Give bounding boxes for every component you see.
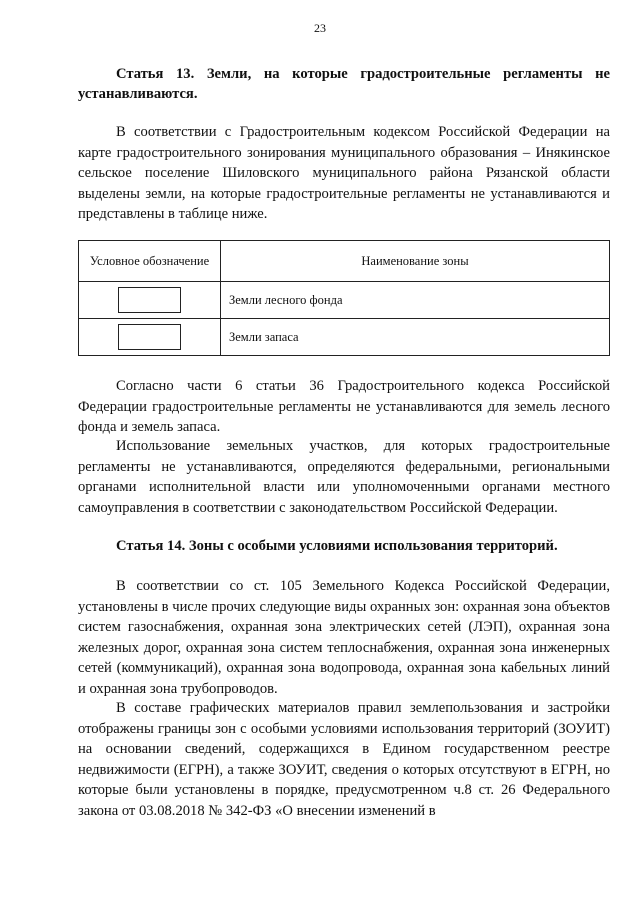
table-row: [79, 282, 610, 319]
zone-name-cell: Земли лесного фонда: [221, 282, 610, 319]
zone-name-cell: Земли запаса: [221, 319, 610, 356]
legend-swatch-forest-fund: [118, 287, 181, 313]
legend-swatch-reserve-lands: [118, 324, 181, 350]
article-14-paragraph-2: В составе графических материалов правил землепользования и застройки отображены границы зон с особыми условиями использования территорий (ЗОУИТ) на основании сведений, содержащихся в Едином государственном реестре недвижимости (ЕГРН), а также ЗОУИТ, сведения о которых отсутствуют в ЕГРН, но которые были установлены в порядке, предусмотренном ч.8 ст. 26 Федерального закона от 03.08.2018 № 342-ФЗ «О внесении изменений в: [78, 700, 610, 819]
table-row: [79, 319, 610, 356]
article-13-heading: Статья 13. Земли, на которые градостроительные регламенты не устанавливаются.: [78, 66, 610, 102]
table-header-symbol: Условное обозначение: [79, 241, 221, 282]
table-header-zone-name: Наименование зоны: [221, 241, 610, 282]
article-13-paragraph-2: Использование земельных участков, для которых градостроительные регламенты не устанавливаются, определяются федеральными, региональными органами исполнительной власти или уполномоченными органами местного самоуправления в соответствии с законодательством Российской Федерации.: [78, 438, 610, 516]
legend-symbol-cell: [79, 282, 221, 319]
article-14-heading: Статья 14. Зоны с особыми условиями использования территорий.: [116, 538, 558, 554]
table-header-row: [79, 241, 610, 282]
zones-table: [78, 240, 610, 356]
legend-symbol-cell: [79, 319, 221, 356]
article-13-paragraph-1: Согласно части 6 статьи 36 Градостроительного кодекса Российской Федерации градостроительные регламенты не устанавливаются для земель лесного фонда и земель запаса.: [78, 378, 610, 435]
page-number: 23: [314, 21, 326, 35]
article-14-paragraph-1: В соответствии со ст. 105 Земельного Кодекса Российской Федерации, установлены в числе прочих следующие виды охранных зон: охранная зона объектов систем газоснабжения, охранная зона электрических сетей (ЛЭП), охранная зона железных дорог, охранная зона систем теплоснабжения, охранная зона инженерных сетей (коммуникаций), охранная зона водопровода, охранная зона кабельных линий и охранная зона трубопроводов.: [78, 578, 610, 697]
article-13-intro-paragraph: В соответствии с Градостроительным кодексом Российской Федерации на карте градостроительного зонирования муниципального образования – Инякинское сельское поселение Шиловского муниципального района Рязанской области выделены земли, на которые градостроительные регламенты не устанавливаются и представлены в таблице ниже.: [78, 124, 610, 222]
